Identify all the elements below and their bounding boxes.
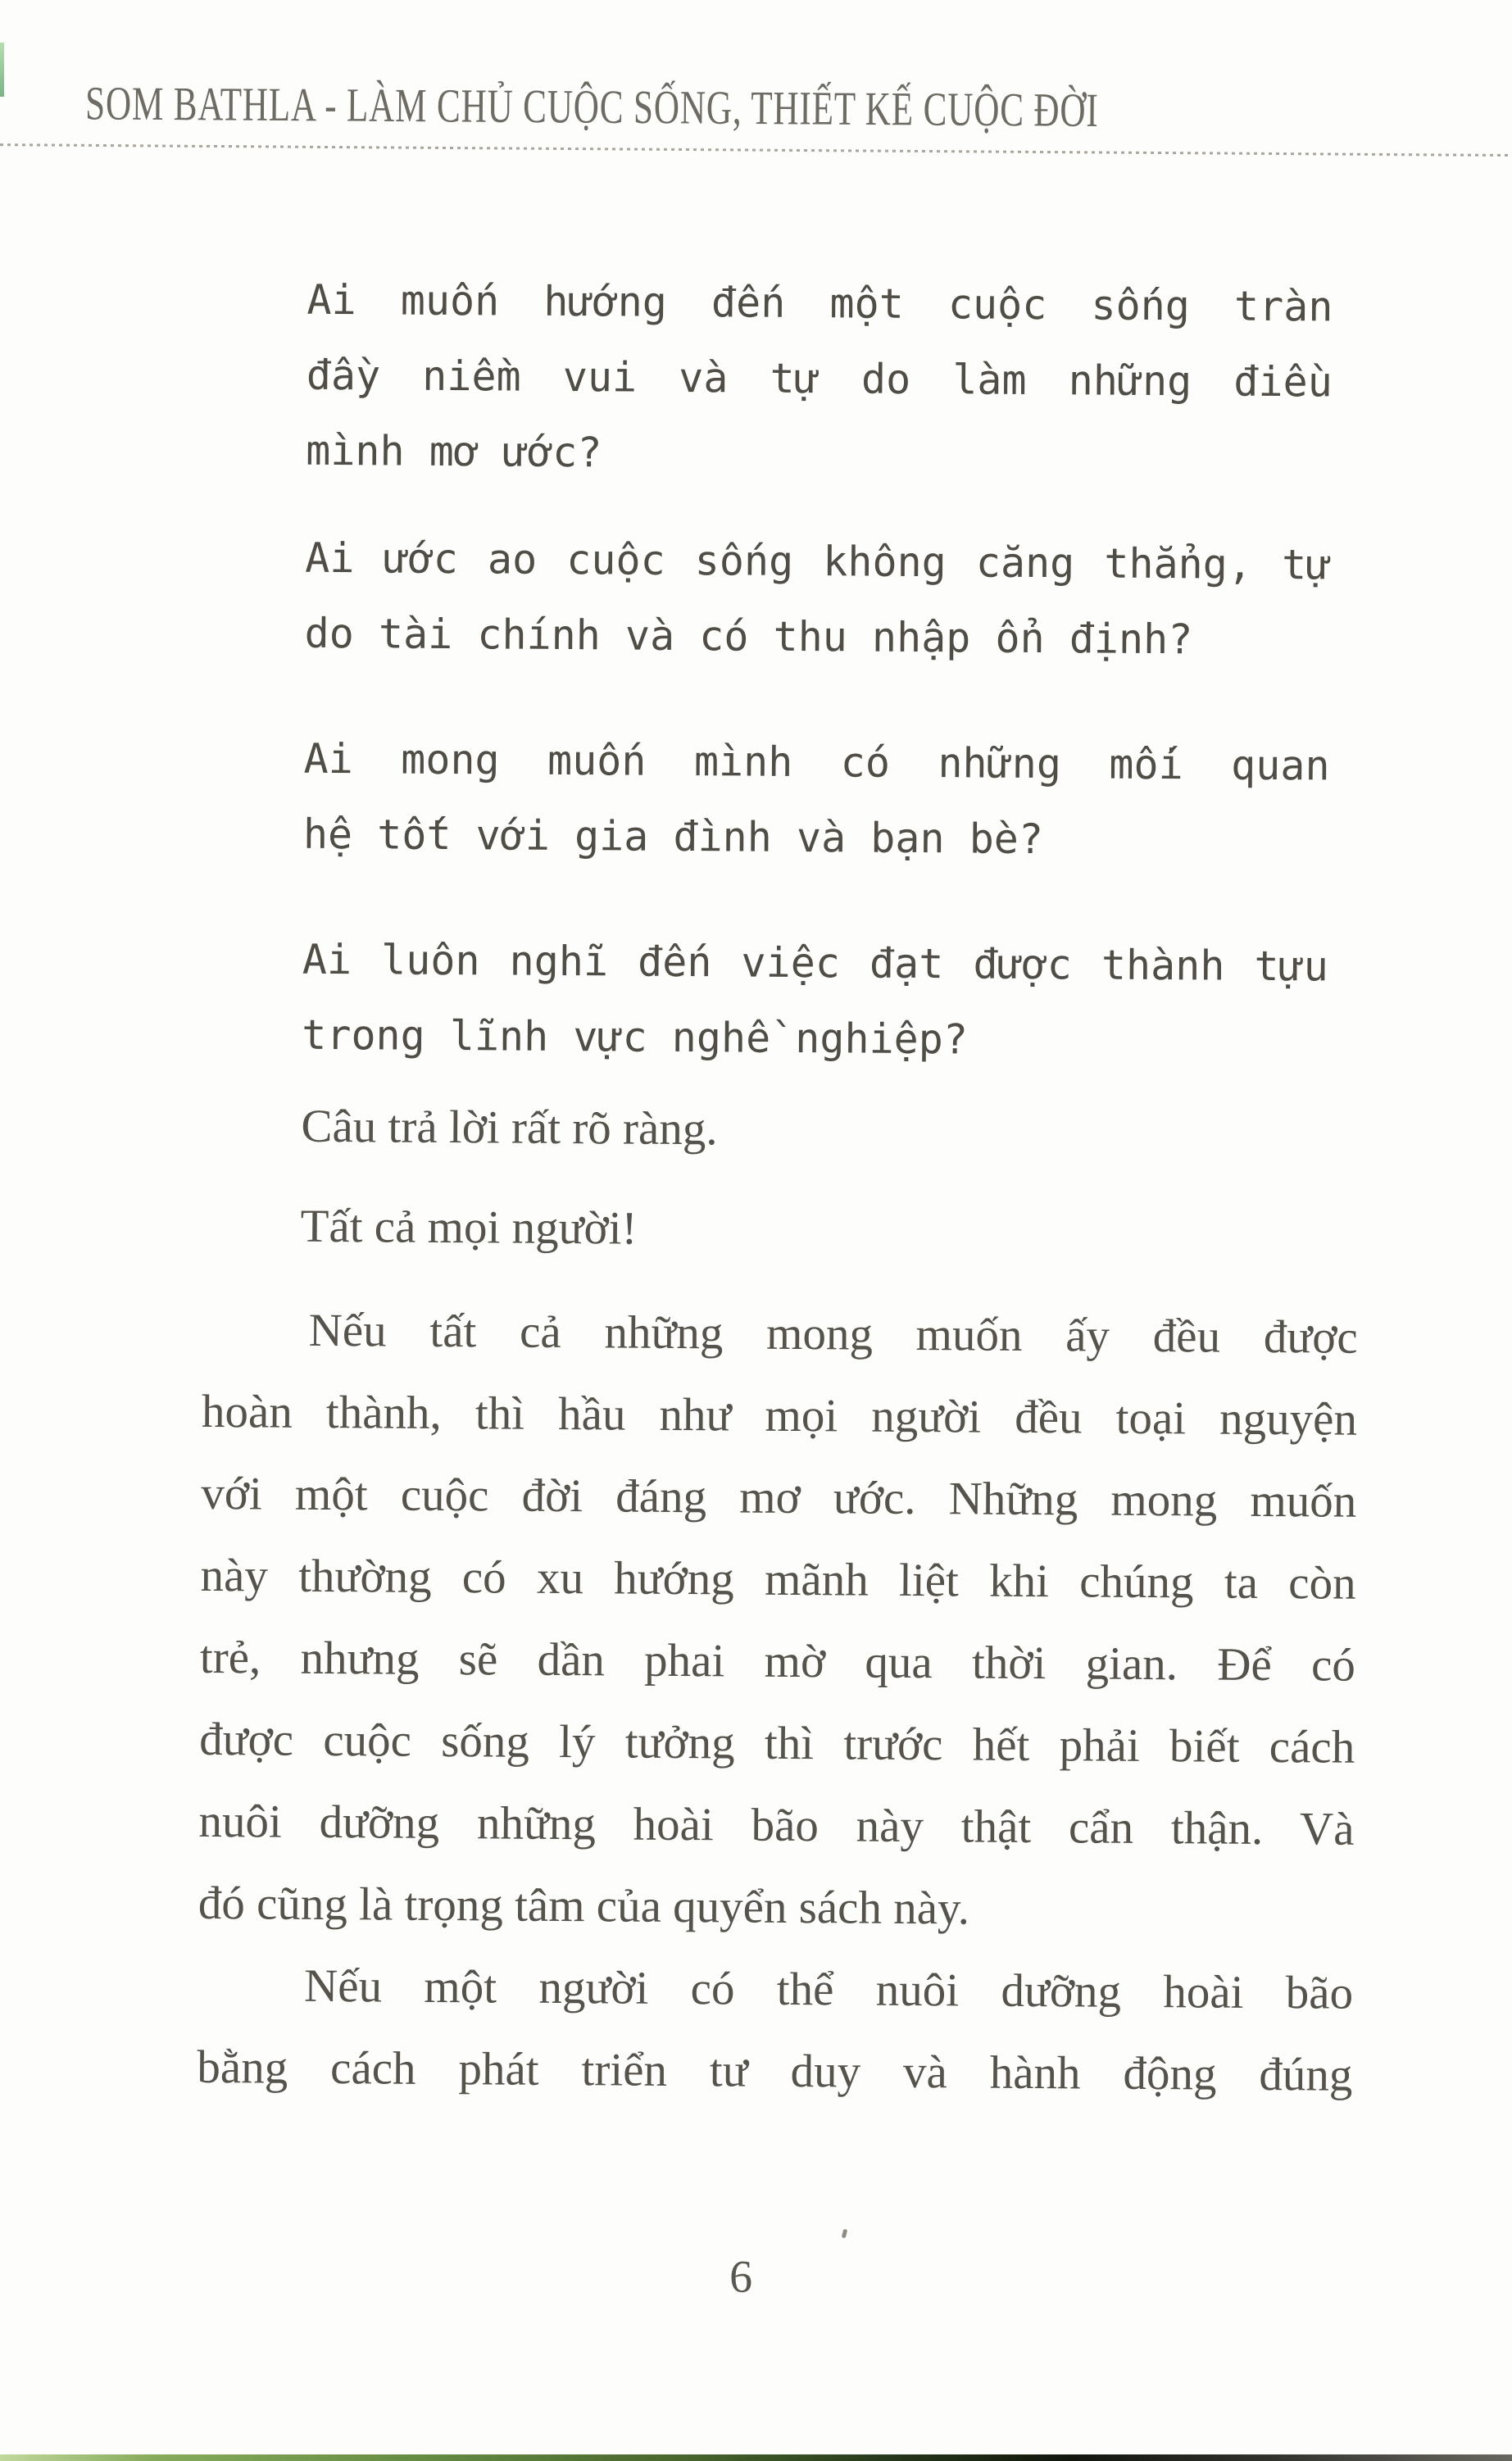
paragraph-line: đó cũng là trọng tâm của quyển sách này.: [198, 1877, 970, 1935]
question-line: Ai muốn hướng đến một cuộc sống tràn: [306, 275, 1333, 331]
question-line: hệ tốt với gia đình và bạn bè?: [302, 810, 1044, 864]
question-line: mình mơ ước?: [306, 426, 602, 477]
paragraph-line: bằng cách phát triển tư duy và hành động đúng: [197, 2041, 1353, 2101]
header-divider-dotted-rule: [0, 143, 1512, 157]
left-scan-edge-artifact: [0, 43, 4, 97]
question-line: do tài chính và có thu nhập ổn định?: [304, 609, 1193, 664]
question-line: Ai mong muốn mình có những mối quan: [303, 734, 1330, 790]
answer-line-1: [301, 1086, 1334, 1175]
body-paragraph-1: [198, 1289, 1358, 1953]
question-line: trong lĩnh vực nghề nghiệp?: [302, 1010, 969, 1064]
paragraph-line: hoàn thành, thì hầu như mọi người đều toại nguyện: [201, 1385, 1358, 1446]
paragraph-line: nuôi dưỡng những hoài bão này thật cẩn thận. Và: [198, 1795, 1355, 1855]
question-paragraph-3: [303, 721, 1330, 879]
paragraph-line: trẻ, nhưng sẽ dần phai mờ qua thời gian. Để có: [199, 1631, 1356, 1691]
paragraph-line: này thường có xu hướng mãnh liệt khi chúng ta còn: [200, 1549, 1356, 1610]
answer-line-2: [300, 1186, 1333, 1275]
question-paragraph-1: [306, 262, 1333, 496]
question-line: Ai luôn nghĩ đến việc đạt được thành tựu: [302, 935, 1329, 991]
answer-text: Câu trả lời rất rõ ràng.: [301, 1100, 718, 1156]
question-paragraph-2: [304, 520, 1331, 679]
question-line: Ai ước ao cuộc sống không căng thẳng, tự: [305, 534, 1332, 589]
question-paragraph-4: [302, 922, 1328, 1080]
page-number: 6: [729, 2251, 753, 2303]
body-paragraph-2: [197, 1945, 1353, 2117]
paragraph-line: được cuộc sống lý tưởng thì trước hết phải biết cách: [199, 1713, 1355, 1773]
bottom-scan-edge-artifact: [0, 2454, 1512, 2461]
answer-text: Tất cả mọi người!: [300, 1200, 638, 1255]
paragraph-line: với một cuộc đời đáng mơ ước. Những mong muốn: [201, 1467, 1357, 1528]
paragraph-line: Nếu một người có thể nuôi dưỡng hoài bão: [303, 1959, 1354, 2019]
paragraph-line: Nếu tất cả những mong muốn ấy đều được: [308, 1304, 1358, 1364]
question-line: đầy niềm vui và tự do làm những điều: [306, 351, 1333, 406]
running-header: SOM BATHLA - LÀM CHỦ CUỘC SỐNG, THIẾT KẾ CUỘC ĐỜI: [84, 76, 1099, 137]
